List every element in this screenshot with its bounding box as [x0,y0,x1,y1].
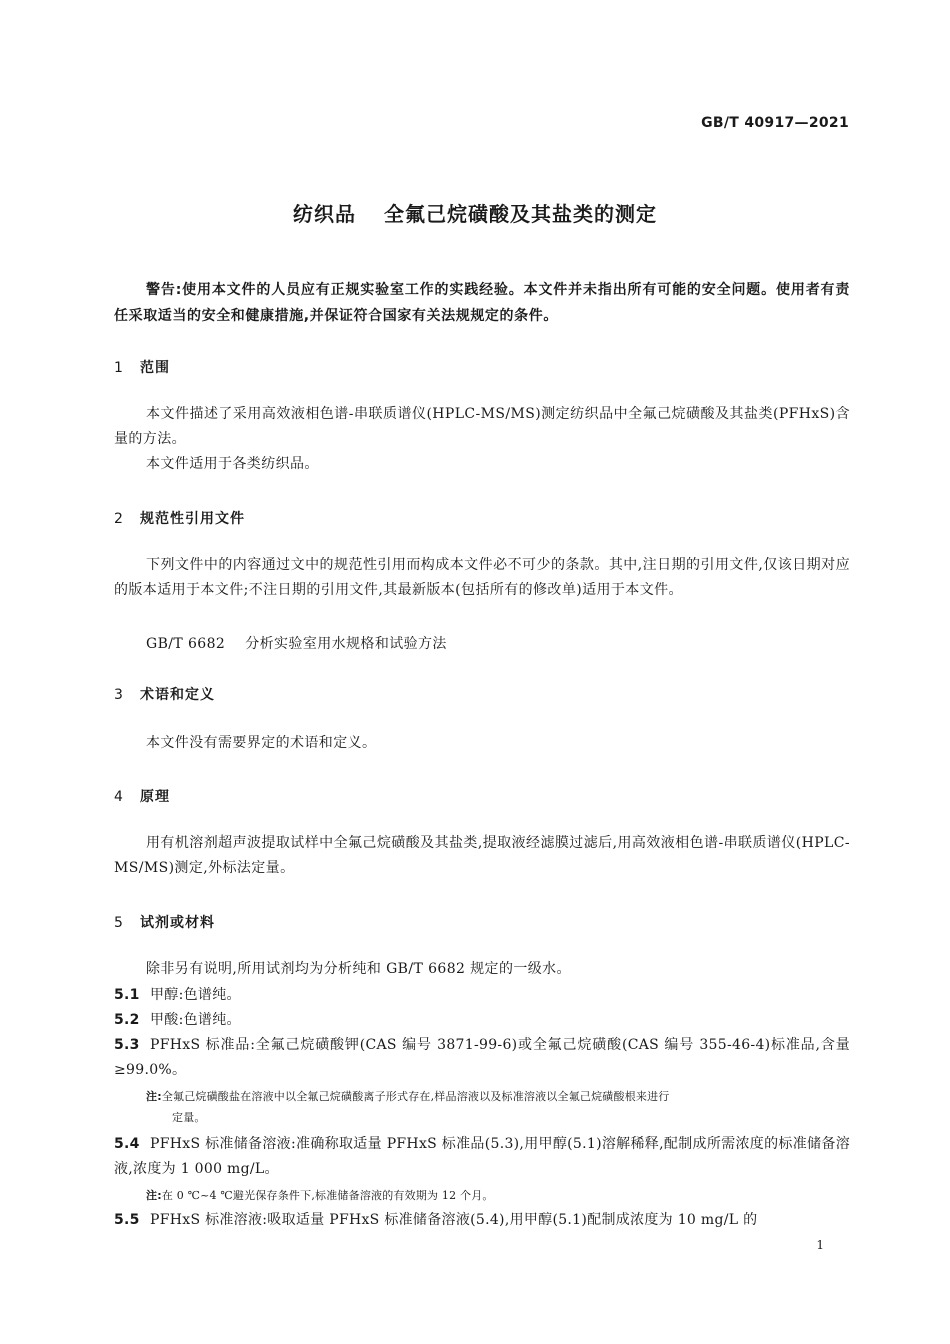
clause-5-4 [114,1132,850,1182]
clause-text: PFHxS 标准储备溶液:准确称取适量 PFHxS 标准品(5.3),用甲醇(5.1)溶解稀释,配制成所需浓度的标准储备溶液,浓度为 1 000 mg/L。 [114,1136,850,1177]
section-2-paragraph-1: 下列文件中的内容通过文中的规范性引用而构成本文件必不可少的条款。其中,注日期的引用文件,仅该日期对应的版本适用于本文件;不注日期的引用文件,其最新版本(包括所有的修改单)适用于本文件。 [114,557,850,598]
section-5-intro: 除非另有说明,所用试剂均为分析纯和 GB/T 6682 规定的一级水。 [146,961,571,977]
clause-number: 5.4 [114,1136,140,1152]
section-4-paragraph-1: 用有机溶剂超声波提取试样中全氟己烷磺酸及其盐类,提取液经滤膜过滤后,用高效液相色谱-串联质谱仪(HPLC-MS/MS)测定,外标法定量。 [114,835,850,876]
section-title: 术语和定义 [140,687,215,703]
note-label: 注: [146,1189,162,1202]
title-part-1: 纺织品 [293,202,356,226]
section-title: 试剂或材料 [140,915,215,931]
title-part-2: 全氟己烷磺酸及其盐类的测定 [384,202,657,226]
section-number: 3 [114,687,124,703]
note-label: 注: [146,1090,162,1103]
section-1-heading [114,357,170,377]
clause-5-5 [114,1208,850,1233]
clause-number: 5.1 [114,987,140,1003]
section-2-heading [114,508,245,528]
note-text: 全氟己烷磺酸盐在溶液中以全氟己烷磺酸离子形式存在,样品溶液以及标准溶液以全氟己烷磺酸根来进行 [161,1090,670,1103]
section-number: 2 [114,511,124,527]
standard-code: GB/T 40917—2021 [701,115,849,131]
clause-text: PFHxS 标准溶液:吸取适量 PFHxS 标准储备溶液(5.4),用甲醇(5.1)配制成浓度为 10 mg/L 的 [150,1212,758,1228]
section-number: 1 [114,360,124,376]
clause-text: 甲酸:色谱纯。 [150,1012,241,1028]
document-title [0,198,950,227]
clause-5-2 [114,1008,850,1033]
section-number: 4 [114,789,124,805]
section-title: 规范性引用文件 [140,511,245,527]
section-5-heading [114,912,215,932]
clause-5-3 [114,1033,850,1083]
note-5-3 [146,1086,850,1128]
clause-text: PFHxS 标准品:全氟己烷磺酸钾(CAS 编号 3871-99-6)或全氟己烷磺酸(CAS 编号 355-46-4)标准品,含量≥99.0%。 [114,1037,850,1078]
section-4-heading [114,786,170,806]
note-5-4 [146,1185,850,1206]
section-title: 范围 [140,360,170,376]
clause-number: 5.5 [114,1212,140,1228]
section-title: 原理 [140,789,170,805]
clause-number: 5.3 [114,1037,140,1053]
section-number: 5 [114,915,124,931]
section-3-paragraph-1: 本文件没有需要界定的术语和定义。 [146,735,377,751]
warning-statement: 警告:使用本文件的人员应有正规实验室工作的实践经验。本文件并未指出所有可能的安全问题。使用者有责任采取适当的安全和健康措施,并保证符合国家有关法规规定的条件。 [114,282,850,324]
normative-reference [146,633,447,653]
reference-title: 分析实验室用水规格和试验方法 [245,636,447,652]
clause-5-1 [114,983,850,1008]
section-3-heading [114,684,215,704]
section-1-paragraph-2: 本文件适用于各类纺织品。 [146,456,319,472]
reference-code: GB/T 6682 [146,636,226,652]
page-number: 1 [816,1238,824,1252]
clause-number: 5.2 [114,1012,140,1028]
note-text: 在 0 ℃~4 ℃避光保存条件下,标准储备溶液的有效期为 12 个月。 [161,1189,494,1202]
clause-text: 甲醇:色谱纯。 [150,987,241,1003]
note-text-continued: 定量。 [172,1111,206,1124]
section-1-paragraph-1: 本文件描述了采用高效液相色谱-串联质谱仪(HPLC-MS/MS)测定纺织品中全氟己烷磺酸及其盐类(PFHxS)含量的方法。 [114,406,850,447]
